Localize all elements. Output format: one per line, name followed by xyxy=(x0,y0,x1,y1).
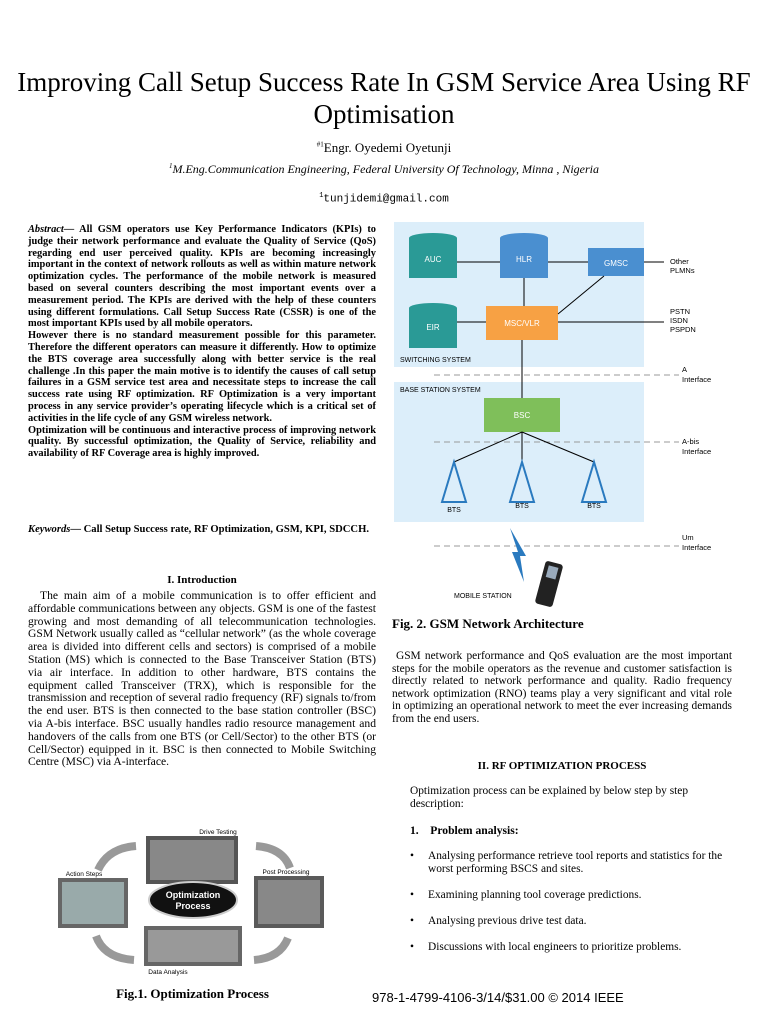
action-steps-photo-inner xyxy=(62,882,124,924)
bullet-dot: • xyxy=(410,889,414,901)
pstn-label: PSTN xyxy=(670,307,691,316)
step-problem-analysis: 1. Problem analysis: xyxy=(410,824,519,837)
author-sup: #1 xyxy=(316,140,324,149)
bullet-text: Analysing performance retrieve tool reports and statistics for the worst performing BSCS and sites. xyxy=(428,850,723,875)
email-text: tunjidemi@gmail.com xyxy=(323,193,449,206)
cycle-arrow-2 xyxy=(256,846,290,868)
abis-interface-label-1: A-bis xyxy=(682,437,700,446)
affiliation-sup: 1 xyxy=(168,162,173,170)
bullet-dot: • xyxy=(410,850,414,862)
eir-node xyxy=(409,303,457,348)
center-label-1: Optimization xyxy=(165,890,221,900)
radio-link-bolt xyxy=(510,528,526,582)
label-post-processing: Post Processing xyxy=(262,869,310,876)
center-label-2: Process xyxy=(175,901,211,911)
um-interface-label-2: Interface xyxy=(682,543,712,552)
a-interface-label-2: Interface xyxy=(682,375,712,384)
keywords-text: Call Setup Success rate, RF Optimization, GSM, KPI, SDCCH. xyxy=(83,524,369,535)
paper-title: Improving Call Setup Success Rate In GSM Service Area Using RF Optimisation xyxy=(17,67,751,129)
email-line xyxy=(0,192,768,206)
bullet-text: Examining planning tool coverage predictions. xyxy=(428,889,642,901)
other-plmns-label-1: Other xyxy=(670,257,689,266)
bts-label-2: BTS xyxy=(515,503,529,510)
keywords xyxy=(28,523,376,537)
isdn-label: ISDN xyxy=(670,316,688,325)
affiliation-text: M.Eng.Communication Engineering, Federal University Of Technology, Minna , Nigeria xyxy=(172,162,599,176)
msc-vlr-label: MSC/VLR xyxy=(504,319,540,328)
bullet-dot: • xyxy=(410,915,414,927)
author-line xyxy=(0,140,768,156)
bts-label-3: BTS xyxy=(587,503,601,510)
intro-heading: I. Introduction xyxy=(167,574,237,586)
cycle-arrow-4 xyxy=(96,936,134,960)
bsc-label: BSC xyxy=(513,411,531,420)
problem-analysis-list xyxy=(410,850,740,967)
abstract xyxy=(28,224,376,460)
auc-node xyxy=(409,233,457,278)
network-performance-paragraph: GSM network performance and QoS evaluation are the most important steps for the mobile operators as the revenue and customer satisfaction is directly related to network performance and quality. Radio frequency network optimization (RNO) teams play a very significant and vital role in optimizing an operational network to meet the ever increasing demands from the end users. xyxy=(392,650,732,725)
post-processing-photo-inner xyxy=(258,880,320,924)
switching-system-label: SWITCHING SYSTEM xyxy=(400,357,471,364)
abstract-dash: — xyxy=(63,224,80,235)
fig1-caption: Fig.1. Optimization Process xyxy=(116,986,269,1001)
base-station-system-label: BASE STATION SYSTEM xyxy=(400,387,481,394)
list-item xyxy=(410,850,740,876)
data-analysis-photo-inner xyxy=(148,930,238,962)
other-plmns-label-2: PLMNs xyxy=(670,266,695,275)
keywords-label: Keywords xyxy=(28,524,71,535)
email-sup: 1 xyxy=(319,192,324,200)
cycle-arrow-1 xyxy=(98,846,136,870)
auc-label: AUC xyxy=(424,255,442,264)
pspdn-label: PSPDN xyxy=(670,325,696,334)
abstract-text-3: Optimization will be continuous and interactive process of improving network quality. By successful optimization, the Quality of Service, reliability and availability of RF Coverage area is highly improved. xyxy=(28,424,376,460)
abstract-text: All GSM operators use Key Performance Indicators (KPIs) to judge their network performance and evaluate the Quality of Service (QoS) regarding end user perceived quality. KPIs are becoming increasingly important in the context of network rollouts as well as within mature network optimization cycles. The performance of the mobile network is measured based on several counters describing the most important events over a measurement period. The KPIs are derived with the help of these counters using different formulations. Call Setup Success Rate (CSSR) is one of the most important KPIs used by all mobile operators. xyxy=(28,224,376,330)
optimization-center-ellipse xyxy=(149,882,237,918)
abstract-label: Abstract xyxy=(28,224,64,235)
gsm-architecture-figure xyxy=(394,222,734,614)
abstract-text-2: However there is no standard measurement possible for this parameter. Therefore the different operators can measure it differently. How to optimize the BTS coverage area successfully along with better service is the real challenge .In this paper the main motive is to identify the causes of call setup failures in a GSM service test area and necessitate steps to increase the call success rate using RF optimization. RF Optimization is a very important process in any service provider’s operating lifecycle which is a critical set of activities in the life cycle of any GSM wireless network. xyxy=(28,330,376,424)
author-name: Engr. Oyedemi Oyetunji xyxy=(323,140,452,155)
intro-text: The main aim of a mobile communication is to offer efficient and affordable communications between any objects. GSM is one of the fastest growing and most demanding of all telecommunication technologies. GSM Network usually called as “cellular network” (as the whole coverage area is divided into different cells and sectors) is comprised of a mobile Station (MS) which is connected to the Base Transceiver Station (BTS) via air interface. In addition to other hardware, BTS contains the equipment called Transceiver (TRX), which is responsible for the transmission and reception of several radio frequency (RF) signals to/from the end user. BTS is then connected to the base station controller (BSC) via A-bis interface. BSC usually handles radio resource management and handovers of the calls from one BTS (or Cell/Sector) to the other BTS (or Cell/Sector) equipped in it. BSC is then connected to Mobile Switching Centre (MSC) via A-interface. xyxy=(28,589,376,769)
mobile-phone-icon xyxy=(535,560,564,607)
rf-optimization-heading: II. RF OPTIMIZATION PROCESS xyxy=(477,760,647,772)
a-interface-label-1: A xyxy=(682,365,688,374)
fig2-caption: Fig. 2. GSM Network Architecture xyxy=(392,616,584,631)
bullet-text: Discussions with local engineers to prioritize problems. xyxy=(428,941,682,953)
gmsc-label: GMSC xyxy=(604,259,628,268)
label-data-analysis: Data Analysis xyxy=(148,969,188,976)
label-action-steps: Action Steps xyxy=(65,871,103,878)
hlr-node xyxy=(500,233,548,278)
optimization-process-figure xyxy=(58,828,330,978)
keywords-dash: — xyxy=(70,524,84,535)
bts-label-1: BTS xyxy=(447,507,461,514)
mobile-station-label: MOBILE STATION xyxy=(454,593,512,600)
cycle-arrow-3 xyxy=(254,938,288,960)
list-item xyxy=(410,941,740,954)
um-interface-label-1: Um xyxy=(682,533,694,542)
footer-isbn: 978-1-4799-4106-3/14/$31.00 © 2014 IEEE xyxy=(372,990,624,1005)
affiliation-line xyxy=(0,162,768,177)
list-item xyxy=(410,915,740,928)
bullet-text: Analysing previous drive test data. xyxy=(428,915,587,927)
drive-testing-photo-inner xyxy=(150,840,234,880)
label-drive-testing: Drive Testing xyxy=(199,829,237,836)
hlr-label: HLR xyxy=(515,255,533,264)
eir-label: EIR xyxy=(426,323,440,332)
optimization-intro: Optimization process can be explained by below step by step description: xyxy=(410,785,689,810)
bullet-dot: • xyxy=(410,941,414,953)
list-item xyxy=(410,889,740,902)
abis-interface-label-2: Interface xyxy=(682,447,712,456)
